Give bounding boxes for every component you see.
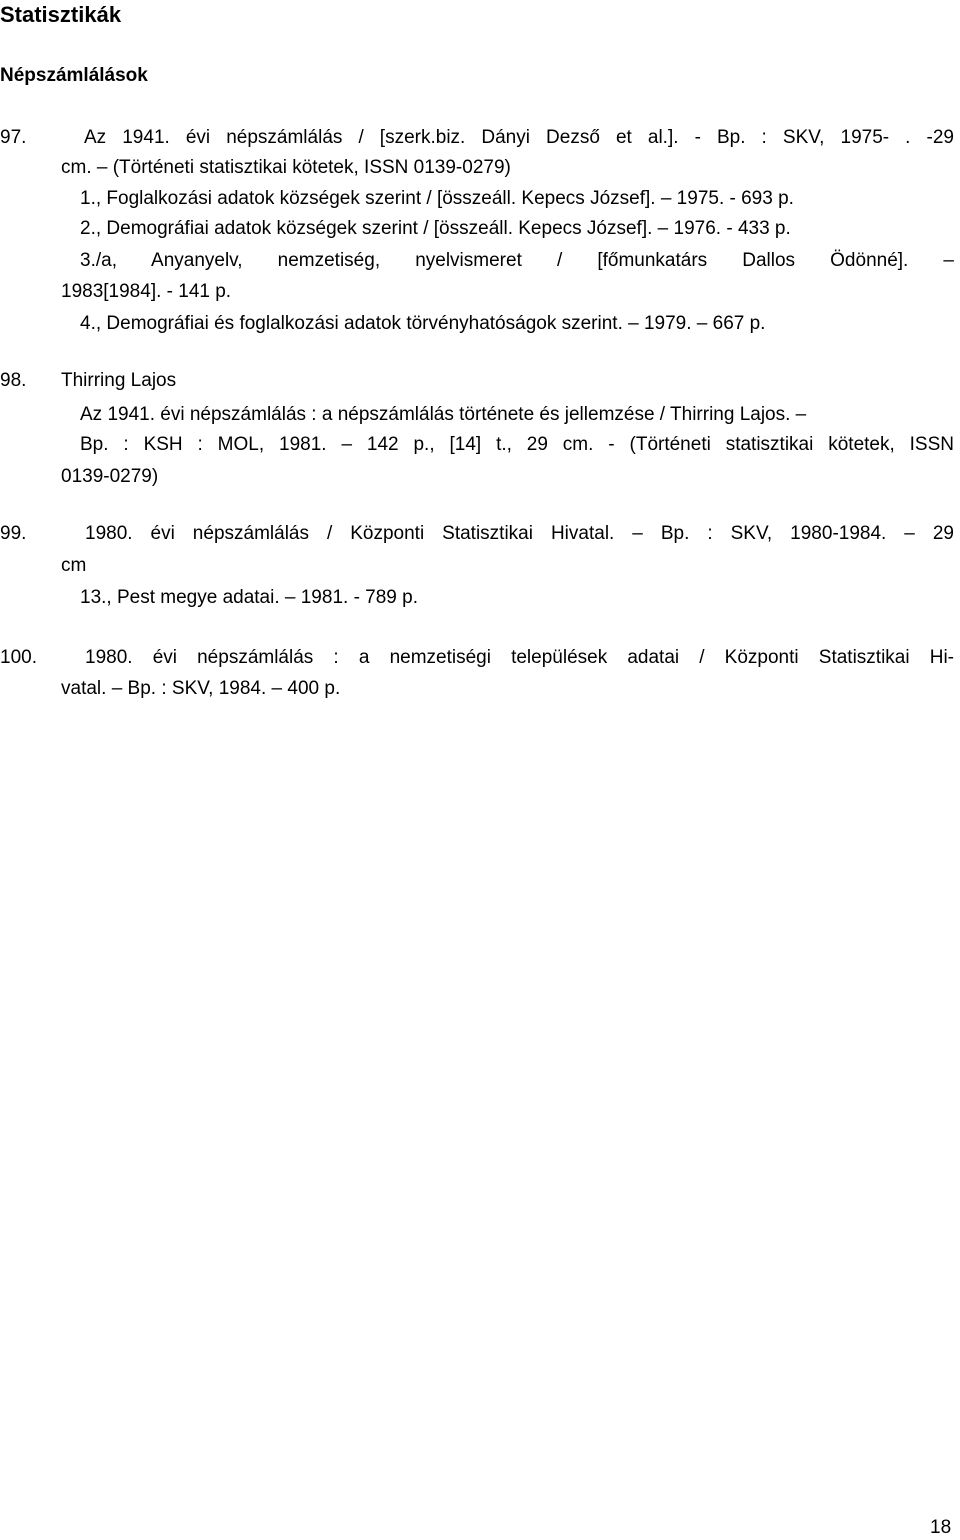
volume-line: 1983[1984]. - 141 p. <box>61 281 232 302</box>
entry-number: 99. <box>0 523 27 544</box>
entry-line: 1980. évi népszámlálás : a nemzetiségi települések adatai / Központi Statisztikai Hi- <box>85 647 954 668</box>
volume-line: 2., Demográfiai adatok községek szerint / [összeáll. Kepecs József]. – 1976. - 433 p. <box>80 218 791 239</box>
page-title: Statisztikák <box>0 2 122 27</box>
entry-line: 0139-0279) <box>61 466 159 487</box>
volume-line: 4., Demográfiai és foglalkozási adatok törvényhatóságok szerint. – 1979. – 667 p. <box>80 313 766 334</box>
page-number: 18 <box>930 1517 952 1538</box>
entry-line: cm. – (Történeti statisztikai kötetek, ISSN 0139-0279) <box>61 157 511 178</box>
entry-number: 97. <box>0 127 27 148</box>
entry-line: vatal. – Bp. : SKV, 1984. – 400 p. <box>61 678 341 699</box>
entry-line: 1980. évi népszámlálás / Központi Statisztikai Hivatal. – Bp. : SKV, 1980-1984. – 29 <box>85 523 954 544</box>
volume-line: 3./a, Anyanyelv, nemzetiség, nyelvismeret / [főmunkatárs Dallos Ödönné]. – <box>80 250 954 271</box>
section-heading: Népszámlálások <box>0 65 148 86</box>
volume-line: 13., Pest megye adatai. – 1981. - 789 p. <box>80 587 419 608</box>
entry-line: cm <box>61 555 87 576</box>
entry-number: 98. <box>0 370 27 391</box>
entry-number: 100. <box>0 647 37 668</box>
entry-line: Az 1941. évi népszámlálás / [szerk.biz. Dányi Dezső et al.]. - Bp. : SKV, 1975- . -29 <box>84 127 954 148</box>
volume-line: 1., Foglalkozási adatok községek szerint / [összeáll. Kepecs József]. – 1975. - 693 p. <box>80 188 794 209</box>
entry-line: Bp. : KSH : MOL, 1981. – 142 p., [14] t., 29 cm. - (Történeti statisztikai kötetek, ISSN <box>80 434 954 455</box>
entry-author: Thirring Lajos <box>61 370 177 391</box>
entry-line: Az 1941. évi népszámlálás : a népszámlálás története és jellemzése / Thirring Lajos. – <box>80 404 807 425</box>
